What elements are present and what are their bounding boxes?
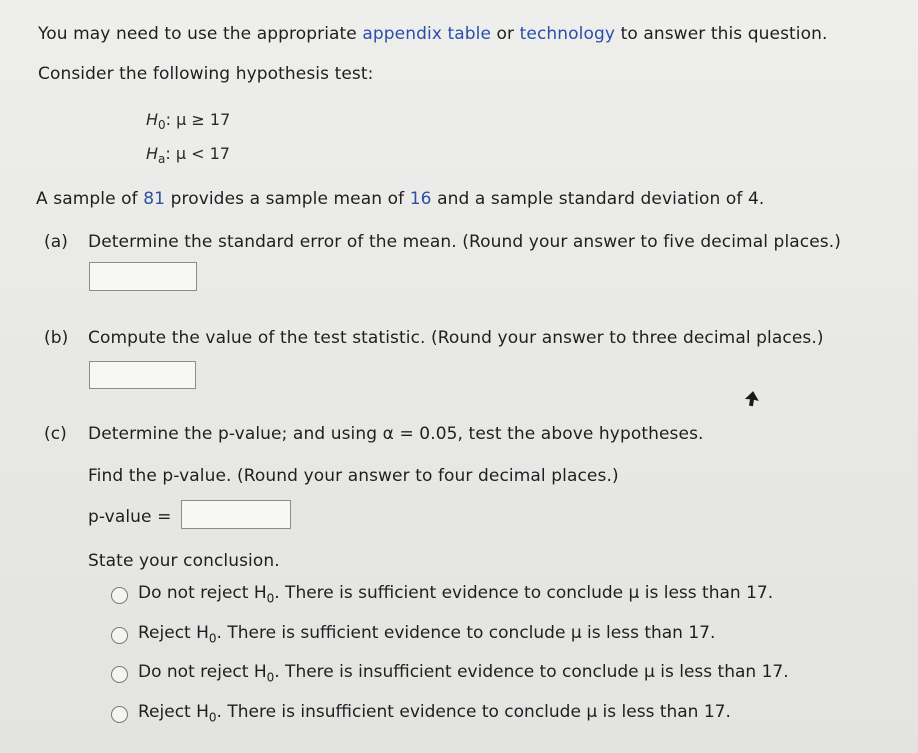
part-b-text: Compute the value of the test statistic. (Round your answer to three decimal places.): [88, 328, 824, 348]
option-1-radio[interactable]: [111, 587, 128, 604]
part-b-label: (b): [44, 328, 69, 348]
intro-text: [38, 24, 828, 44]
intro-suffix: to answer this question.: [615, 24, 828, 44]
technology-link[interactable]: technology: [519, 24, 616, 44]
test-statistic-input[interactable]: [89, 361, 196, 389]
option-1-text[interactable]: Do not reject $H_0$. There is sufficient evidence to conclude μ is less than 17.: [138, 583, 774, 606]
pvalue-input[interactable]: [181, 500, 291, 529]
option-4-text[interactable]: Reject $H_0$. There is insufficient evidence to conclude μ is less than 17.: [138, 702, 731, 725]
sample-mean: 16: [409, 189, 432, 209]
part-a-text: Determine the standard error of the mean. (Round your answer to five decimal places.): [88, 232, 841, 252]
find-pvalue-text: Find the p-value. (Round your answer to four decimal places.): [88, 466, 619, 486]
part-b-question: [44, 328, 824, 348]
sample-size: 81: [143, 189, 166, 209]
part-a-label: (a): [44, 232, 68, 252]
option-3-radio[interactable]: [111, 666, 128, 683]
null-hypothesis: $H_0$: μ ≥ 17: [146, 110, 231, 133]
part-c-label: (c): [44, 424, 67, 444]
part-c-text: Determine the p-value; and using α = 0.05, test the above hypotheses.: [88, 424, 704, 444]
alternative-hypothesis: $H_a$: μ < 17: [146, 144, 230, 167]
consider-text: Consider the following hypothesis test:: [38, 64, 374, 84]
option-2-radio[interactable]: [111, 627, 128, 644]
option-4-radio[interactable]: [111, 706, 128, 723]
intro-prefix: You may need to use the appropriate: [38, 24, 363, 44]
pvalue-label: p-value =: [88, 507, 172, 527]
appendix-table-link[interactable]: appendix table: [362, 24, 492, 44]
mouse-cursor-icon: [742, 389, 762, 409]
conclusion-label: State your conclusion.: [88, 551, 280, 571]
part-c-question: [44, 424, 704, 444]
option-3-text[interactable]: Do not reject $H_0$. There is insufficient evidence to conclude μ is less than 17.: [138, 662, 789, 685]
option-2-text[interactable]: Reject $H_0$. There is sufficient evidence to conclude μ is less than 17.: [138, 623, 716, 646]
part-a-question: [44, 232, 841, 252]
standard-error-input[interactable]: [89, 262, 197, 291]
sample-description: A sample of 81 provides a sample mean of 16 and a sample standard deviation of 4.: [36, 189, 765, 209]
intro-mid: or: [491, 24, 520, 44]
